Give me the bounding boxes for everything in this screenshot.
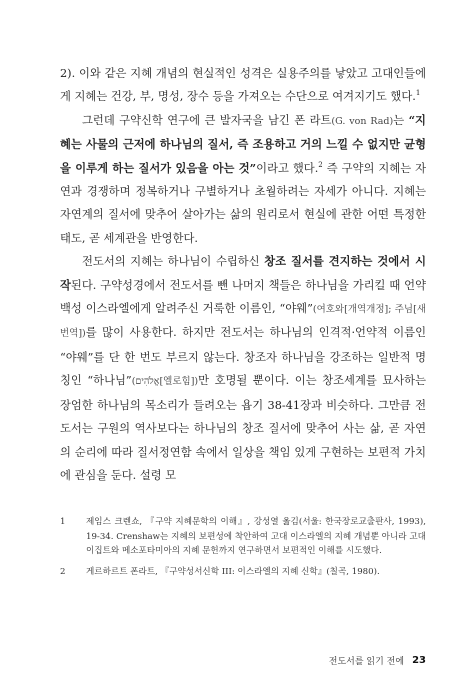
paragraph-2-text-a2: 는: [393, 113, 405, 127]
paragraph-2-text-d: 즉 구약의 지혜는 자연과 경쟁하며 정복하거나 구별하거나 초월하려는 자세가 아니다. 지혜는 자연계의 질서에 맞추어 살아가는 삶의 원리로서 현실에 관한 어떤 특정한 태도, 곧 세계관을 반영한다.: [60, 161, 427, 245]
paragraph-2: [60, 109, 426, 250]
page-number: 23: [412, 655, 426, 666]
footnote-number: 2: [60, 566, 66, 577]
paragraph-2-name-gloss: (G. von Rad): [331, 115, 394, 127]
footnote-item: [60, 565, 426, 580]
paragraph-3-text-d: 만 호명될 뿐이다. 이는 창조세계를 묘사하는 장엄한 하나님의 목소리가 들려오는 욥기 38-41장과 비슷하다. 그만큼 전도서는 구원의 역사보다는 하나님의 창조 질서에 맞추어 사는 삶, 곧 자연의 순리에 따라 질서정연함 속에서 일상을 책임 있게 구현하는 보편적 가치에 관심을 둔다. 설령 모: [60, 374, 426, 482]
footnotes: [60, 515, 426, 585]
footnote-text: 제임스 크렌쇼, 『구약 지혜문학의 이해』, 강성열 옮김(서울: 한국장로교출판사, 1993), 19-34. Crenshaw는 지혜의 보편성에 착안하여 고대 이스라엘의 지혜 개념뿐 아니라 고대 이집트와 메소포타미아의 지혜 문헌까지 연구하면서 보편적인 이해를 시도했다.: [86, 517, 426, 557]
footnote-number: 1: [60, 517, 66, 527]
footnote-ref-1: 1: [415, 89, 421, 98]
paragraph-3-text-a: 전도서의 지혜는 하나님이 수립하신: [82, 255, 265, 269]
paragraph-3-elohim-gloss: (אֱלֹהִים[엘로힘]): [131, 376, 199, 388]
running-title: 전도서를 읽기 전에: [328, 657, 405, 667]
footnote-item: [60, 515, 426, 559]
paragraph-3-text-c: 를 많이 사용한다. 하지만 전도서는 하나님의 인격적·언약적 이름인 “야웨”를 단 한 번도 부르지 않는다. 창조자 하나님을 강조하는 일반적 명칭인 “하나님”: [60, 326, 426, 388]
paragraph-3: [60, 250, 426, 487]
footnote-ref-2: 2: [318, 160, 323, 169]
paragraph-1-text: 2). 이와 같은 지혜 개념의 현실적인 성격은 실용주의를 낳았고 고대인들에게 지혜는 건강, 부, 명성, 장수 등을 가져오는 수단으로 여겨지기도 했다.: [60, 67, 426, 104]
paragraph-1: [60, 62, 426, 109]
paragraph-3-emphasis: 창조 질서를 견지하는 것에서 시작: [60, 254, 426, 292]
paragraph-2-text-c: 이라고 했다.: [256, 161, 319, 175]
footnote-text: 게르하르트 폰라트, 『구약성서신학 III: 이스라엘의 지혜 신학』(칠곡, 1980).: [86, 566, 380, 577]
paragraph-2-quote: “지혜는 사물의 근저에 하나님의 질서, 즉 조용하고 거의 느낄 수 없지만 균형을 이루게 하는 질서가 있음을 아는 것”: [60, 112, 426, 175]
page-footer: [329, 654, 426, 667]
body-text: [60, 62, 426, 487]
paragraph-3-text-b: 된다. 구약성경에서 전도서를 뺀 나머지 책들은 하나님을 가리킬 때 언약 백성 이스라엘에게 알려주신 거룩한 이름인, “야웨”: [60, 278, 426, 316]
paragraph-2-text-a: 그런데 구약신학 연구에 큰 발자국을 남긴 폰 라트: [82, 113, 332, 127]
paragraph-3-yahweh-gloss: (여호와[개역개정]; 주님[새번역]): [60, 304, 426, 340]
